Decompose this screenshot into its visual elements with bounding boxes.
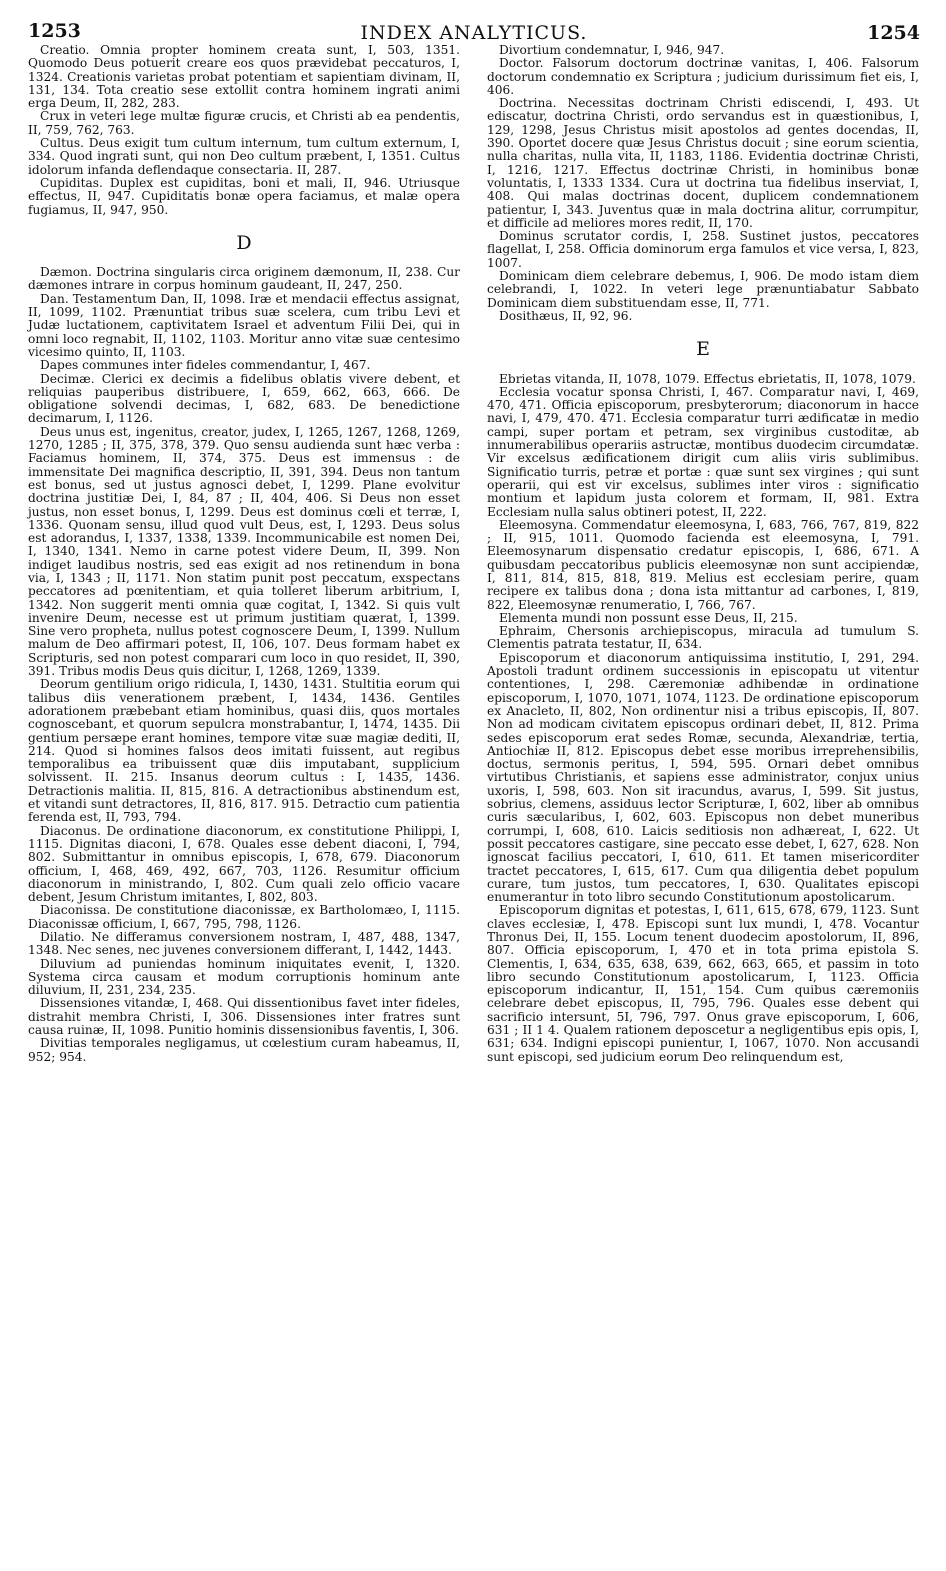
- index-entry-doctor: Doctor. Falsorum doctorum doctrinæ vanitas, I, 406. Falsorum doctorum condemnatio ex Scriptura ; judicium durissimum fiet eis, I, 406.: [487, 56, 919, 97]
- index-entry-eleemosyna: Eleemosyna. Commendatur eleemosyna, I, 683, 766, 767, 819, 822 ; II, 915, 1011. Quomodo facienda est eleemosyna, I, 791. Eleemosynarum dispensatio credatur episcopis, I, 686, 671. A quibusdam peccatoribus publicis eleemosynæ non sunt accipiendæ, I, 811, 814, 815, 818, 819. Melius est ecclesiam perire, quam recipere ex talibus dona ; dona ista mittantur ad carbones, I, 819, 822, Eleemosynæ renumeratio, I, 766, 767.: [487, 517, 919, 612]
- index-entry-dan: Dan. Testamentum Dan, II, 1098. Iræ et mendacii effectus assignat, II, 1099, 1102. Prænuntiat tribus suæ scelera, cum tribu Levi et Judæ luctationem, captivitatem Israel et adventum Filii Dei, qui in omni loco regnabit, II, 1102, 1103. Moritur anno vitæ suæ centesimo vicesimo quinto, II, 1103.: [28, 291, 460, 359]
- right-column: [487, 44, 919, 1064]
- index-entry-ephraim: Ephraim, Chersonis archiepiscopus, miracula ad tumulum S. Clementis patrata testatur, II, 634.: [487, 624, 919, 652]
- index-entry-dominus: Dominus scrutator cordis, I, 258. Sustinet justos, peccatores flagellat, I, 258. Officia dominorum erga famulos et vice versa, I, 823, 1007.: [487, 229, 919, 270]
- index-entry-daemon: Dæmon. Doctrina singularis circa originem dæmonum, II, 238. Cur dæmones intrare in corpus hominum gaudeant, II, 247, 250.: [28, 265, 460, 293]
- index-entry-diaconus: Diaconus. De ordinatione diaconorum, ex constitutione Philippi, I, 1115. Dignitas diaconi, I, 678. Quales esse debent diaconi, I, 794, 802. Submittantur in omnibus episcopis, I, 678, 679. Diaconorum officium, I, 468, 469, 492, 667, 703, 1126. Resumitur officium diaconorum in ministrando, I, 802. Cum quali zelo officio vacare debent, Jesum Christum imitantes, I, 802, 803.: [28, 823, 460, 905]
- index-entry-ebrietas: Ebrietas vitanda, II, 1078, 1079. Effectus ebrietatis, II, 1078, 1079.: [499, 371, 916, 386]
- index-entry-dominicam: Dominicam diem celebrare debemus, I, 906. De modo istam diem celebrandi, I, 1022. In veteri lege prænuntiabatur Sabbato Dominicam diem substituendam esse, II, 771.: [487, 269, 919, 310]
- index-entry-decimae: Decimæ. Clerici ex decimis a fidelibus oblatis vivere debent, et reliquias pauperibus distribuere, I, 659, 662, 663, 666. De obligatione solvendi decimas, I, 682, 683. De benedictione decimarum, I, 1126.: [28, 371, 460, 426]
- left-column: [28, 44, 460, 1064]
- index-entry-deorum: Deorum gentilium origo ridicula, I, 1430, 1431. Stultitia eorum qui talibus diis venerationem præbent, I, 1434, 1436. Gentiles adorationem præbebant etiam hominibus, quasi diis, quos mortales cognoscebant, et quorum sepulcra monstrabantur, I, 1474, 1435. Dii gentium persæpe erant homines, tempore vitæ suæ magiæ dediti, II, 214. Quod si homines falsos deos imitati fuissent, aut regibus temporalibus ea tribuissent quæ diis imputabant, supplicium solvissent. II. 215. Insanus deorum cultus : I, 1435, 1436. Detractionis malitia. II, 815, 816. A detractionibus abstinendum est, et vitandi sunt detractores, II, 816, 817. 915. Detractio cum patientia ferenda est, II, 793, 794.: [28, 677, 460, 825]
- index-entry-deus: Deus unus est, ingenitus, creator, judex, I, 1265, 1267, 1268, 1269, 1270, 1285 ; II, 375, 378, 379. Quo sensu audienda sunt hæc verba : Faciamus hominem, II, 374, 375. Deus est immensus : de immensitate Dei magnifica descriptio, II, 391, 394. Deus non tantum est bonus, sed ut justus agnosci debet, I, 1299. Plane evolvitur doctrina justitiæ Dei, I, 84, 87 ; II, 404, 406. Si Deus non esset justus, non esset bonus, I, 1299. Deus est dominus cœli et terræ, I, 1336. Quonam sensu, illud quod vult Deus, est, I, 1293. Deus solus est adorandus, I, 1337, 1338, 1339. Incommunicabile est nomen Dei, I, 1340, 1341. Nemo in carne potest videre Deum, II, 399. Non indiget laudibus nostris, sed eas exigit ad nos retinendum in bona via, I, 1343 ; II, 1171. Non statim punit post peccatum, exspectans peccatores ad pœnitentiam, et quia tolleret liberum arbitrium, I, 1342. Non suggerit menti omnia quæ cogitat, I, 1342. Si quis vult invenire Deum, necesse est ut primum justitiam quærat, I, 1399. Sine vero propheta, nullus potest cognoscere Deum, I, 1399. Nullum malum de Deo affirmari potest, II, 106, 107. Deus formam habet ex Scripturis, sed non potest comparari cum loco in quo residet, II, 390, 391. Tribus modis Deus quis dicitur, I, 1268, 1269, 1339.: [28, 424, 460, 679]
- section-letter-e: E: [696, 338, 710, 361]
- index-entry-dilatio: Dilatio. Ne differamus conversionem nostram, I, 487, 488, 1347, 1348. Nec senes, nec juvenes conversionem differant, I, 1442, 1443.: [28, 930, 460, 958]
- running-title: INDEX ANALYTICUS.: [360, 22, 588, 44]
- index-entry-divortium: Divortium condemnatur, I, 946, 947.: [499, 43, 725, 57]
- section-letter-d: D: [236, 231, 252, 254]
- index-entry-ecclesia: Ecclesia vocatur sponsa Christi, I, 467. Comparatur navi, I, 469, 470, 471. Officia episcoporum, presbyterorum; diaconorum in hacce navi, I, 479, 470. 471. Ecclesia comparatur turri ædificatæ in medio campi, super portam et petram, sex virginibus custoditæ, ab innumerabilibus operariis astructæ, montibus duodecim circumdatæ. Vir excelsus ædificationem dirigit cum aliis viris sublimibus. Significatio turris, petræ et portæ : quæ sunt sex virgines ; qui sunt operarii, qui est vir excelsus, sublimes inter viros : significatio montium et lapidum justa colorem et formam, II, 981. Extra Ecclesiam nulla salus obtineri potest, II, 222.: [487, 384, 919, 519]
- index-entry-doctrina: Doctrina. Necessitas doctrinam Christi ediscendi, I, 493. Ut ediscatur, doctrina Christi, ordo servandus est in quæstionibus, I, 129, 1298, Jesus Christus misit apostolos ad gentes docendas, II, 390. Oportet docere quæ Jesus Christus docuit ; sine eorum scientia, nulla charitas, nulla vita, II, 1183, 1186. Evidentia doctrinæ Christi, I, 1216, 1217. Effectus doctrinæ Christi, in hominibus bonæ voluntatis, I, 1333 1334. Cura ut doctrina tua fidelibus inserviat, I, 408. Qui malas doctrinas docent, duplicem condemnationem patientur, I, 343. Juventus quæ in mala doctrina alitur, corrumpitur, et difficile ad meliores mores redit, II, 170.: [487, 96, 919, 230]
- index-entry-cultus: Cultus. Deus exigit tum cultum internum, tum cultum externum, I, 334. Quod ingrati sunt, qui non Deo cultum præbent, I, 1351. Cultus idolorum infanda deflendaque consectaria. II, 287.: [28, 136, 460, 177]
- index-entry-episcoporum-dignitas: Episcoporum dignitas et potestas, I, 611, 615, 678, 679, 1123. Sunt claves ecclesiæ, I, 478. Episcopi sunt lux mundi, I, 478. Vocantur Thronus Dei, II, 155. Locum tenent duodecim apostolorum, II, 896, 807. Officia episcoporum, I, 470 et in tota prima epistola S. Clementis, I, 634, 635, 638, 639, 662, 663, 665, et passim in toto libro secundo Constitutionum apostolicarum, I, 1123. Officia episcoporum indicantur, II, 151, 154. Cum quibus cæremoniis celebrare debet episcopus, II, 795, 796. Quales esse debent qui sacrificio intersunt, 5I, 796, 797. Onus grave episcoporum, I, 606, 631 ; II 1 4. Qualem rationem deposcetur a negligentibus epis opis, I, 631; 634. Indigni episcopi punientur, I, 1067, 1070. Non accusandi sunt episcopi, sed judicium eorum Deo relinquendum est,: [487, 903, 919, 1064]
- index-entry-episcoporum-institutio: Episcoporum et diaconorum antiquissima institutio, I, 291, 294. Apostoli tradunt ordinem successionis in episcopatu ut vitentur contentiones, I, 298. Cæremoniæ adhibendæ in ordinatione episcoporum, I, 1070, 1071, 1074, 1123. De ordinatione episcoporum ex Anacleto, II, 802, Non ordinentur nisi a tribus episcopis, II, 807. Non ad modicam civitatem episcopus ordinari debet, II, 812. Prima sedes episcoporum erat sedes Romæ, secunda, Alexandriæ, tertia, Antiochiæ II, 812. Episcopus debet esse moribus irreprehensibilis, doctus, sermonis peritus, I, 594, 595. Ornari debet omnibus virtutibus Christianis, et sapiens esse administrator, conjux unius uxoris, I, 598, 603. Non sit iracundus, avarus, I, 599. Sit justus, sobrius, clemens, assiduus lector Scripturæ, I, 602, liber ab omnibus curis sæcularibus, I, 602, 603. Episcopus non debet muneribus corrumpi, I, 608, 610. Laicis seditiosis non adhæreat, I, 622. Ut possit peccatores castigare, sine peccato esse debet, I, 627, 628. Non ignoscat facilius peccatori, I, 610, 611. Et tamen misericorditer tractet peccatores, I, 615, 617. Cum qua diligentia debet populum curare, tum justos, tum peccatores, I, 630. Qualitates episcopi enumerantur in toto libro secundo Constitutionum apostolicarum.: [487, 650, 919, 905]
- index-entry-creatio: Creatio. Omnia propter hominem creata sunt, I, 503, 1351. Quomodo Deus potuerit creare eos quos prævidebat peccaturos, I, 1324. Creationis varietas probat potentiam et sapientiam divinam, II, 131, 134. Tota creatio sese extollit contra hominem ingrati animi erga Deum, II, 282, 283.: [28, 43, 460, 111]
- index-entry-cupiditas: Cupiditas. Duplex est cupiditas, boni et mali, II, 946. Utriusque effectus, II, 947. Cupiditatis bonæ opera faciamus, et malæ opera fugiamus, II, 947, 950.: [28, 175, 460, 217]
- index-entry-crux: Crux in veteri lege multæ figuræ crucis, et Christi ab ea pendentis, II, 759, 762, 763.: [28, 109, 460, 137]
- page-number-right: 1254: [867, 22, 920, 44]
- index-entry-dissensiones: Dissensiones vitandæ, I, 468. Qui dissentionibus favet inter fideles, distrahit membra Christi, I, 306. Dissensiones inter fratres sunt causa ruinæ, II, 1098. Punitio hominis dissensionibus faventis, I, 306.: [28, 996, 460, 1038]
- index-entry-diaconissa: Diaconissa. De constitutione diaconissæ, ex Bartholomæo, I, 1115. Diaconissæ officium, I, 667, 795, 798, 1126.: [28, 903, 460, 931]
- index-entry-dosithaeus: Dosithæus, II, 92, 96.: [499, 308, 633, 323]
- index-entry-elementa: Elementa mundi non possunt esse Deus, II, 215.: [499, 610, 798, 625]
- index-entry-dapes: Dapes communes inter fideles commendantur, I, 467.: [40, 358, 371, 373]
- page-number-left: 1253: [28, 20, 81, 42]
- index-entry-diluvium: Diluvium ad puniendas hominum iniquitates evenit, I, 1320. Systema circa causam et modum corruptionis hominum ante diluvium, II, 231, 234, 235.: [28, 956, 460, 998]
- index-entry-divitias: Divitias temporales negligamus, ut cœlestium curam habeamus, II, 952; 954.: [28, 1036, 460, 1064]
